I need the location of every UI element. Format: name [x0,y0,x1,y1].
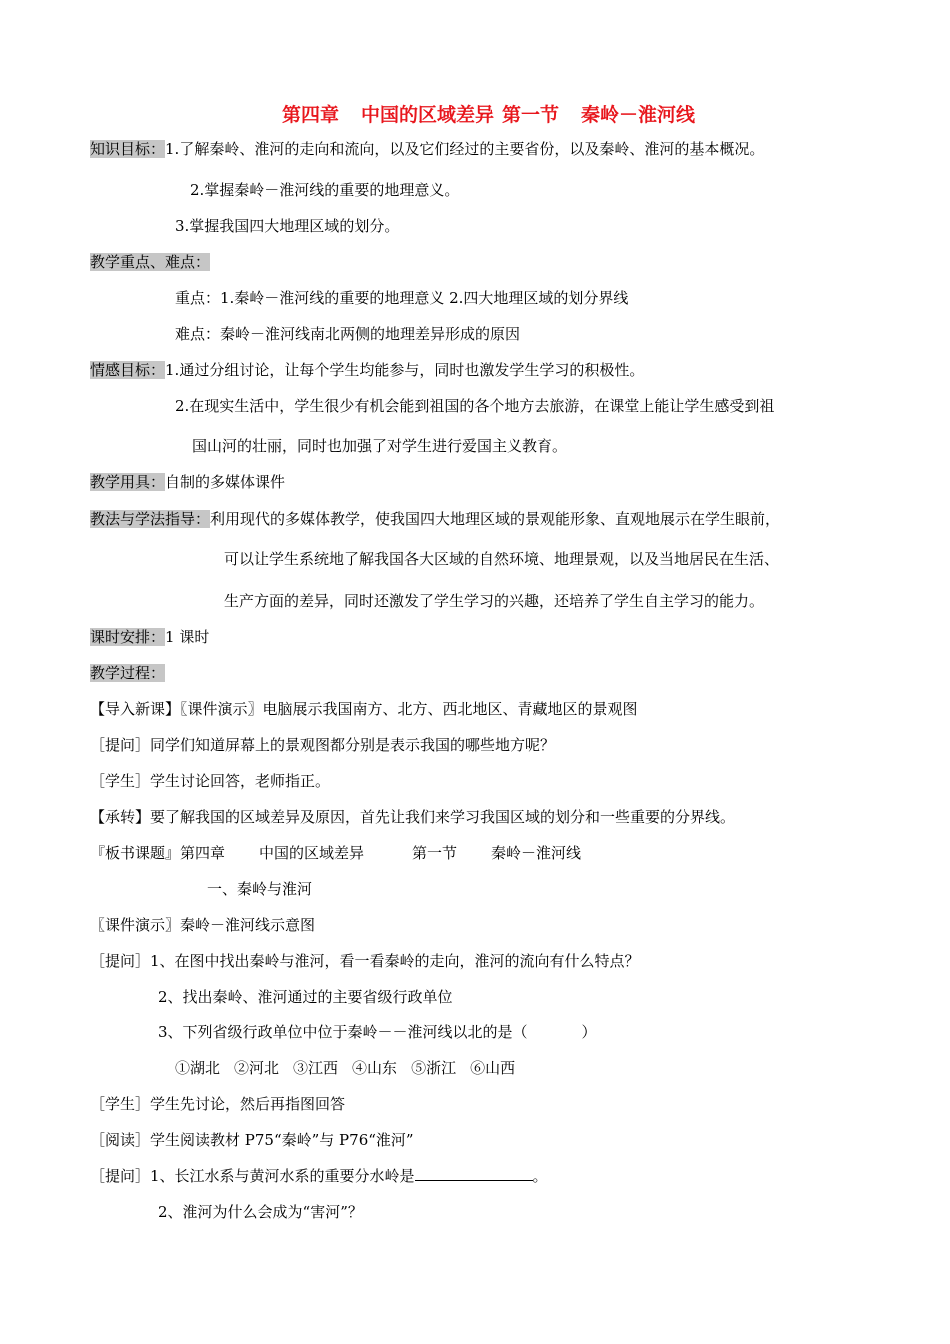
emotion-objective-line-1 [90,360,644,380]
knowledge-item-2: 2.掌握秦岭－淮河线的重要的地理意义。 [190,181,460,199]
keypoint-text: 重点：1.秦岭－淮河线的重要的地理意义 2.四大地理区域的划分界线 [175,289,629,307]
method-line-1 [90,509,780,529]
student-answer-2: ［学生］学生先讨论，然后再指图回答 [90,1095,346,1113]
method-text-2: 可以让学生系统地了解我国各大区域的自然环境、地理景观，以及当地居民在生活、 [224,550,780,568]
title-subject: 秦岭－淮河线 [581,104,696,126]
reading-task: ［阅读］学生阅读教材 P75“秦岭”与 P76“淮河” [90,1131,414,1149]
intro-text: 【导入新课】〖课件演示〗电脑展示我国南方、北方、西北地区、青藏地区的景观图 [90,700,638,718]
student-answer-1: ［学生］学生讨论回答，老师指正。 [90,772,331,790]
option-2: ②河北 [234,1059,280,1077]
document-title [282,103,695,127]
answer-blank [415,1166,533,1181]
board-topic: 中国的区域差异 [259,844,365,862]
question-2-3 [158,1022,597,1042]
title-topic: 中国的区域差异 [361,104,495,126]
keypoints-label: 教学重点、难点： [90,253,211,271]
tools-text: 自制的多媒体课件 [165,473,286,491]
board-subject: 秦岭－淮河线 [491,844,582,862]
question-2-3-text: 3、下列省级行政单位中位于秦岭－－淮河线以北的是（ [158,1023,528,1041]
question-3-2: 2、淮河为什么会成为“害河”？ [158,1203,363,1221]
emotion-item-3: 国山河的壮丽，同时也加强了对学生进行爱国主义教育。 [192,437,568,455]
method-text-1: 利用现代的多媒体教学，使我国四大地理区域的景观能形象、直观地展示在学生眼前， [210,510,781,528]
difficulty-text: 难点：秦岭－淮河线南北两侧的地理差异形成的原因 [175,325,521,343]
emotion-item-1: 1.通过分组讨论，让每个学生均能参与，同时也激发学生学习的积极性。 [165,361,645,379]
process-heading [90,663,165,683]
title-section: 第一节 [502,104,560,126]
question-2-3-close: ） [581,1023,597,1041]
option-3: ③江西 [293,1059,339,1077]
question-2-2: 2、找出秦岭、淮河通过的主要省级行政单位 [158,988,453,1006]
emotion-label: 情感目标： [90,361,166,379]
tools-label: 教学用具： [90,473,166,491]
section-heading-1: 一、秦岭与淮河 [207,880,313,898]
transition-text: 【承转】要了解我国的区域差异及原因，首先让我们来学习我国区域的划分和一些重要的分界线。 [90,808,736,826]
schedule-label: 课时安排： [90,628,166,646]
courseware-demo: 〖课件演示〗秦岭－淮河线示意图 [90,916,316,934]
options-list [175,1058,515,1078]
process-label: 教学过程： [90,664,166,682]
method-label: 教法与学法指导： [90,510,211,528]
keypoints-heading [90,252,210,272]
title-chapter: 第四章 [282,104,340,126]
option-5: ⑤浙江 [411,1059,457,1077]
board-section: 第一节 [412,844,458,862]
question-2-1: ［提问］1、在图中找出秦岭与淮河，看一看秦岭的走向，淮河的流向有什么特点？ [90,952,640,970]
knowledge-label: 知识目标： [90,140,166,158]
method-text-3: 生产方面的差异，同时还激发了学生学习的兴趣，还培养了学生自主学习的能力。 [224,592,765,610]
question-3-1 [90,1166,548,1186]
emotion-item-2: 2.在现实生活中，学生很少有机会能到祖国的各个地方去旅游，在课堂上能让学生感受到祖 [175,397,775,415]
knowledge-objective-line-1 [90,139,764,159]
knowledge-item-1: 1.了解秦岭、淮河的走向和流向，以及它们经过的主要省份，以及秦岭、淮河的基本概况。 [165,140,765,158]
option-4: ④山东 [352,1059,398,1077]
option-6: ⑥山西 [470,1059,516,1077]
question-3-1-text: ［提问］1、长江水系与黄河水系的重要分水岭是 [90,1167,415,1185]
schedule-text: 1 课时 [165,628,210,646]
question-3-1-end: 。 [532,1167,548,1185]
schedule-line [90,627,209,647]
tools-line [90,472,285,492]
question-1: ［提问］同学们知道屏幕上的景观图都分别是表示我国的哪些地方呢？ [90,736,556,754]
board-topic-line [90,843,581,863]
board-label: 『板书课题』第四章 [90,844,226,862]
knowledge-item-3: 3.掌握我国四大地理区域的划分。 [175,217,400,235]
option-1: ①湖北 [175,1059,221,1077]
